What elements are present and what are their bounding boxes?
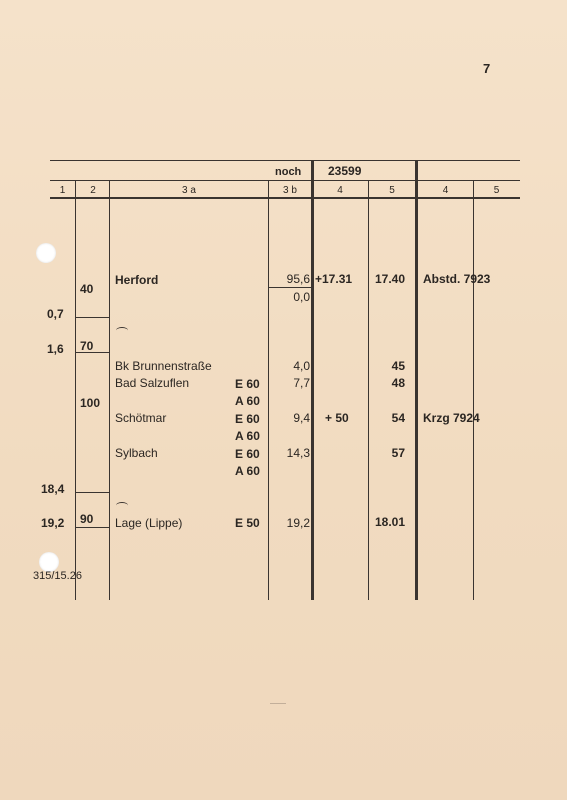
column-header-2: 2 (90, 185, 96, 196)
entry-signal: E 50 (235, 516, 260, 530)
page-number: 7 (483, 61, 491, 76)
station-km: 14,3 (286, 446, 310, 460)
column-header-5b: 5 (493, 185, 500, 196)
station-km: 7,7 (293, 376, 310, 390)
station-name: Schötmar (115, 411, 167, 425)
stray-mark (270, 703, 286, 704)
km-mark: 0,7 (47, 307, 64, 321)
station-departure-offset: + 50 (325, 411, 349, 425)
column-header-5: 5 (389, 185, 395, 196)
station-name: Bad Salzuflen (115, 376, 190, 390)
column-divider-2-3a (109, 180, 110, 600)
column-header-4b: 4 (442, 185, 449, 196)
station-name: Lage (Lippe) (115, 516, 183, 530)
station-note: Krzg 7924 (423, 411, 480, 425)
column-divider-3b-4 (311, 160, 314, 600)
column-divider-1-2 (75, 180, 76, 600)
column-divider-4b-5b (473, 180, 474, 600)
curve-symbol (116, 327, 128, 334)
entry-signal: E 60 (235, 447, 260, 461)
exit-signal: A 60 (235, 464, 260, 478)
km-mark: 1,6 (47, 342, 64, 356)
station-time: 57 (391, 446, 405, 460)
speed-segment-rule (76, 317, 110, 318)
column-header-4: 4 (337, 185, 343, 196)
km-mark: 18,4 (41, 482, 65, 496)
continued-label: noch (275, 166, 302, 178)
station-name: Sylbach (115, 446, 158, 460)
curve-symbol (116, 502, 128, 509)
speed-segment-rule (76, 527, 110, 528)
station-km: 4,0 (293, 359, 310, 373)
station-time: 17.40 (374, 272, 405, 286)
column-header-3b: 3 b (283, 185, 297, 196)
column-divider-3a-3b (268, 180, 269, 600)
header-mid-rule (50, 180, 520, 181)
header-top-rule (50, 160, 520, 161)
station-km: 19,2 (286, 516, 310, 530)
footer-code: 315/15.26 (33, 570, 82, 582)
exit-signal: A 60 (235, 394, 260, 408)
punch-hole-top (36, 243, 56, 263)
speed-limit: 40 (80, 282, 94, 296)
column-header-1: 1 (59, 185, 66, 196)
station-time: 18.01 (374, 515, 405, 529)
station-km: 9,4 (293, 411, 310, 425)
station-time: 48 (391, 376, 405, 390)
station-name: Herford (115, 273, 159, 287)
km-mark: 19,2 (41, 516, 65, 530)
station-departure-offset: +17.31 (315, 272, 353, 286)
entry-signal: E 60 (235, 412, 260, 426)
speed-limit: 100 (80, 396, 101, 410)
station-time: 54 (391, 411, 405, 425)
station-time: 45 (391, 359, 405, 373)
speed-limit: 70 (80, 339, 94, 353)
station-km-reset: 0,0 (293, 290, 310, 304)
entry-signal: E 60 (235, 377, 260, 391)
column-divider-4-5 (368, 180, 369, 600)
speed-segment-rule (76, 492, 110, 493)
train-number: 23599 (328, 164, 362, 178)
column-header-3a: 3 a (182, 185, 196, 196)
column-divider-5-4b (415, 160, 418, 600)
speed-limit: 90 (80, 512, 94, 526)
station-name: Bk Brunnenstraße (115, 359, 212, 373)
km-reset-rule (269, 287, 311, 288)
exit-signal: A 60 (235, 429, 260, 443)
station-km: 95,6 (286, 272, 310, 286)
station-note: Abstd. 7923 (423, 272, 491, 286)
